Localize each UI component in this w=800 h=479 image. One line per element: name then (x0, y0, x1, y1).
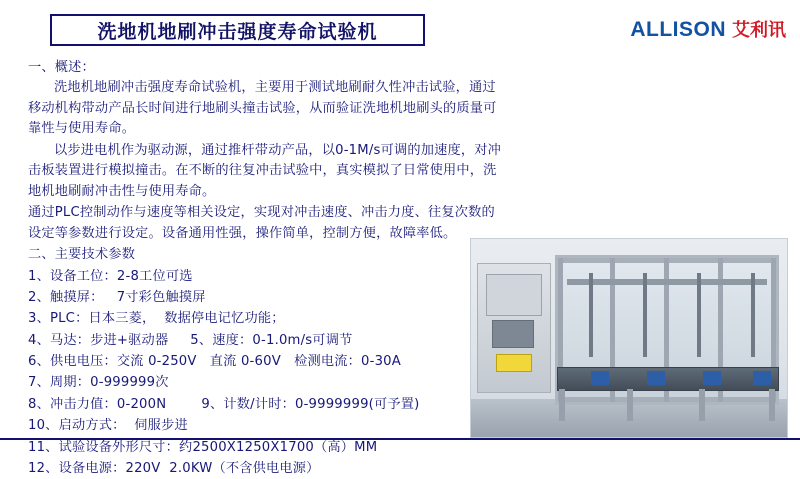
photo-test-product (591, 371, 609, 385)
brand-logo (630, 16, 786, 42)
list-item: 7、周期：0-999999次 (28, 375, 169, 391)
document-body (28, 58, 508, 479)
photo-leg (699, 389, 705, 421)
section-heading-overview: 一、概述： (28, 60, 95, 75)
list-item: 3、PLC：日本三菱， 数据停电记忆功能； (28, 311, 285, 327)
photo-leg (627, 389, 633, 421)
brand-name-cn: 艾利讯 (732, 20, 786, 41)
overview-paragraph-1: 洗地机地刷冲击强度寿命试验机，主要用于测试地刷耐久性冲击试验，通过移动机构带动产品长时间进行地刷头撞击试验，从而验证洗地机地刷头的质量可靠性与使用寿命。 (28, 80, 497, 137)
photo-impact-arm (589, 273, 593, 357)
footer-divider (0, 438, 800, 440)
photo-test-product (753, 371, 771, 385)
list-item: 1、设备工位：2-8工位可选 (28, 268, 193, 284)
list-item: 11、试验设备外形尺寸：约2500X1250X1700（高）MM (28, 439, 378, 455)
photo-test-product (703, 371, 721, 385)
photo-test-product (647, 371, 665, 385)
list-item: 2、触摸屏： 7寸彩色触摸屏 (28, 289, 206, 305)
machine-photo (470, 238, 788, 438)
photo-touch-screen (492, 320, 534, 348)
list-item: 6、供电电压：交流 0-250V 直流 0-60V 检测电流：0-30A (28, 354, 401, 370)
list-item: 8、冲击力值：0-200N 9、计数/计时：0-9999999(可予置) (28, 396, 420, 412)
photo-impact-arm (751, 273, 755, 357)
page-title: 洗地机地刷冲击强度寿命试验机 (97, 20, 378, 43)
photo-impact-arm (643, 273, 647, 357)
photo-frame-legs (557, 389, 777, 421)
overview-paragraph-3: 通过PLC控制动作与速度等相关设定，实现对冲击速度、冲击力度、往复次数的设定等参数进行设定。设备通用性强，操作简单，控制方便，故障率低。 (28, 205, 495, 241)
photo-leg (559, 389, 565, 421)
title-box (50, 14, 425, 46)
list-item: 12、设备电源：220V 2.0KW（不含供电电源） (28, 460, 320, 476)
document-header (0, 0, 800, 56)
list-item: 10、启动方式： 伺服步进 (28, 418, 188, 434)
photo-warning-label (496, 354, 532, 372)
list-item: 4、马达：步进+驱动器 5、速度：0-1.0m/s可调节 (28, 332, 353, 348)
section-heading-specs: 二、主要技术参数 (28, 247, 136, 263)
photo-cross-bar (567, 279, 767, 285)
photo-control-cabinet (477, 263, 551, 393)
photo-leg (769, 389, 775, 421)
overview-paragraph-2: 以步进电机作为驱动源，通过推杆带动产品，以0-1M/s可调的加速度，对冲击板装置进行模拟撞击。在不断的往复冲击试验中，真实模拟了日常使用中，洗地机地刷耐冲击性与使用寿命。 (28, 142, 502, 199)
brand-name-en: ALLISON (630, 18, 726, 41)
spec-list (28, 266, 508, 479)
photo-cabinet-panel (486, 274, 542, 316)
photo-impact-arm (697, 273, 701, 357)
